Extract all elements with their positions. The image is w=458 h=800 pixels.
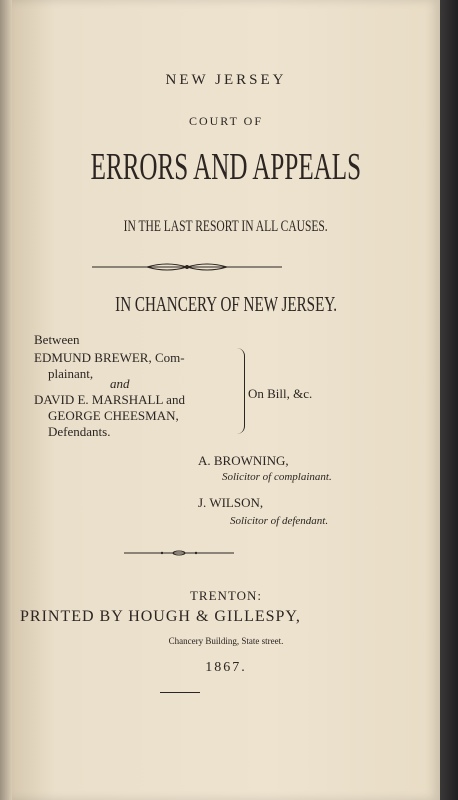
imprint-address: Chancery Building, State street. [168,636,284,646]
court-of-line: COURT OF [188,114,264,128]
bill-label: On Bill, &c. [248,386,313,401]
party2-line3: Defendants. [48,424,111,439]
imprint-year: 1867. [205,660,247,675]
book-right-edge [440,0,458,800]
ornamental-rule-top [92,260,282,274]
state-title: NEW JERSEY [165,72,287,88]
party1-line2: plainant, [48,366,94,381]
ornamental-rule-bottom [124,548,234,558]
between-label: Between [34,332,80,347]
book-left-edge [0,0,12,800]
imprint-city: TRENTON: [189,588,263,603]
party2-line1: DAVID E. MARSHALL and [34,392,185,407]
jurisdiction-line: IN THE LAST RESORT IN ALL CAUSES. [123,218,329,235]
party1-line1: EDMUND BREWER, Com- [34,350,185,365]
and-label: and [110,376,130,391]
case-heading: IN CHANCERY OF NEW JERSEY. [115,292,337,316]
defendant-solicitor-role: Solicitor of defendant. [230,515,329,527]
bracket [234,348,245,434]
court-name: ERRORS AND APPEALS [90,146,362,188]
defendant-solicitor-name: J. WILSON, [198,495,264,510]
imprint-printer: PRINTED BY HOUGH & GILLESPY, [20,608,301,625]
party2-line2: GEORGE CHEESMAN, [48,408,179,423]
complainant-solicitor-role: Solicitor of complainant. [222,471,332,483]
title-page [12,0,440,800]
short-rule [160,692,200,693]
complainant-solicitor-name: A. BROWNING, [198,453,289,468]
